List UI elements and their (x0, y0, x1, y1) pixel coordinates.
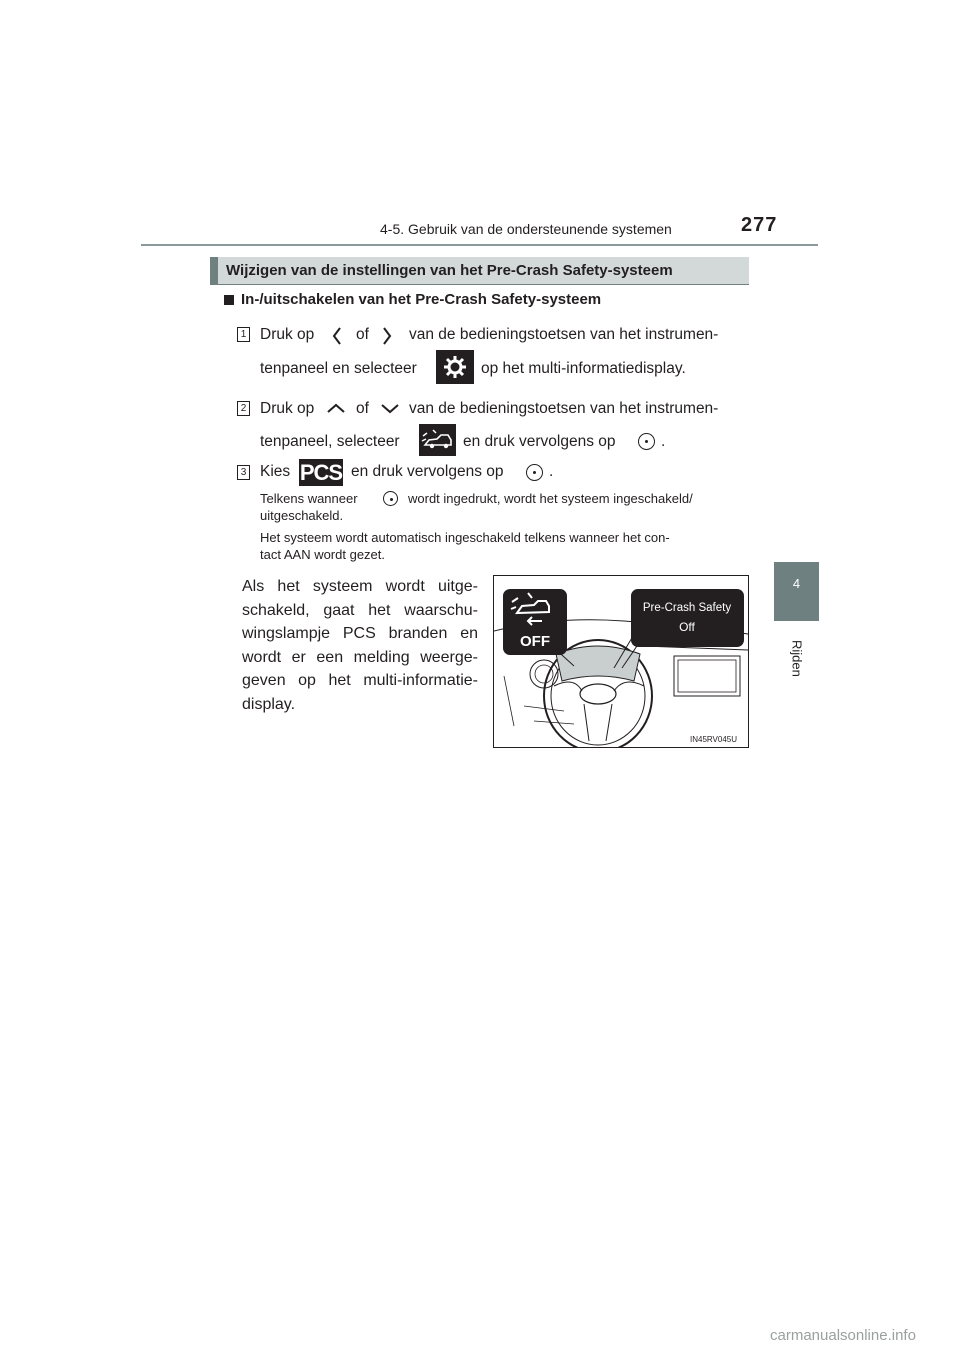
step-2-text-e: en druk vervolgens op (463, 433, 616, 450)
subheading: In-/uitschakelen van het Pre-Crash Safety-systeem (241, 291, 602, 308)
chapter-label (772, 640, 822, 700)
illustration-code: IN45RV045U (690, 735, 737, 744)
chevron-right-icon (381, 326, 393, 346)
ok-button-icon (638, 433, 655, 450)
note-1-text-a: Telkens wanneer (260, 491, 358, 506)
paragraph-line: Als het systeem wordt uitge- (242, 578, 478, 595)
step-2-number: 2 (237, 401, 250, 416)
note-1-text-c: uitgeschakeld. (260, 508, 344, 523)
step-3-text-c: . (549, 463, 554, 480)
chapter-number: 4 (792, 576, 801, 591)
paragraph-line: schakeld, gaat het waarschu- (242, 601, 478, 619)
display-line-1: Pre-Crash Safety (642, 602, 732, 614)
step-1-text-a: Druk op (260, 326, 315, 343)
chapter-tab (774, 562, 819, 621)
note-2-text-a: Het systeem wordt automatisch ingeschakeld telkens wanneer het con- (260, 530, 670, 545)
pcs-car-icon (419, 424, 456, 456)
gear-icon (436, 350, 474, 384)
header-rule (141, 244, 818, 246)
settings-tab-icon (436, 350, 474, 384)
page-number: 277 (741, 214, 778, 236)
step-1-text-d: tenpaneel en selecteer (260, 360, 417, 377)
step-3-text-a: Kies (260, 463, 291, 480)
chevron-left-icon (331, 326, 343, 346)
watermark: carmanualsonline.info (770, 1327, 916, 1344)
step-3-text-b: en druk vervolgens op (351, 463, 504, 480)
step-2-text-c: van de bedieningstoetsen van het instrumen- (409, 400, 719, 417)
warning-light-label: OFF (520, 633, 550, 650)
paragraph-line: display. (242, 695, 296, 713)
display-line-2: Off (679, 620, 695, 634)
note-2-text-b: tact AAN wordt gezet. (260, 547, 386, 562)
section-title: Wijzigen van de instellingen van het Pre-Crash Safety-systeem (226, 262, 673, 279)
running-header-section: 4-5. Gebruik van de ondersteunende systemen (380, 221, 672, 237)
note-1-text-b: wordt ingedrukt, wordt het systeem ingeschakeld/ (408, 491, 693, 506)
ok-button-icon (383, 491, 398, 506)
pcs-icon: PCS (299, 460, 343, 485)
ok-button-icon (526, 464, 543, 481)
dashboard-drawing (494, 576, 748, 747)
paragraph-line: wordt er een melding weerge- (242, 648, 478, 666)
subheading-bullet-icon (224, 295, 234, 305)
step-3-number: 3 (237, 465, 250, 480)
section-title-rule (210, 284, 749, 285)
chevron-up-icon (326, 402, 346, 414)
paragraph-line: wingslampje PCS branden en (242, 625, 478, 642)
step-2-text-b: of (356, 400, 369, 417)
chapter-label-text: Rijden (789, 640, 805, 677)
chevron-down-icon (380, 402, 400, 414)
step-1-text-c: van de bedieningstoetsen van het instrumen- (409, 326, 719, 343)
step-1-number: 1 (237, 327, 250, 342)
dashboard-illustration (493, 575, 749, 748)
step-2-text-f: . (661, 433, 666, 450)
explanation-paragraph (242, 575, 478, 716)
step-1-text-b: of (356, 326, 369, 343)
paragraph-line: geven op het multi-informatie- (242, 672, 478, 689)
step-1-text-e: op het multi-informatiedisplay. (481, 360, 686, 377)
step-2-text-a: Druk op (260, 400, 315, 417)
step-2-text-d: tenpaneel, selecteer (260, 433, 400, 450)
